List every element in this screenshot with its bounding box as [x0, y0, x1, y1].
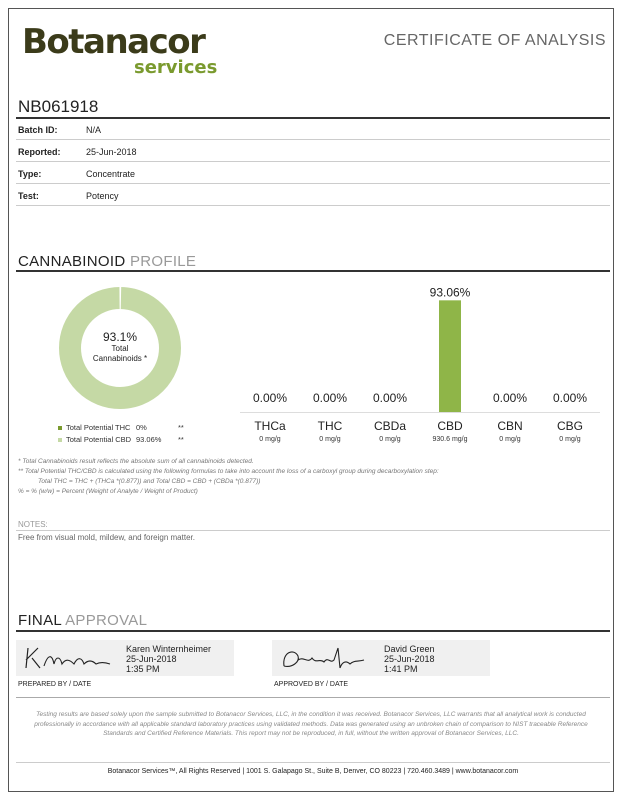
footer: Botanacor Services™, All Rights Reserved | 1001 S. Galapago St., Suite B, Denver, CO 80223 | 720.460.3489 | www.botanacor.com: [107, 768, 519, 775]
legend-value: 93.06%: [136, 435, 162, 444]
donut-percent: 93.1%: [102, 330, 138, 344]
legend-swatch-icon: [58, 438, 62, 442]
donut-label-line2: Cannabinoids *: [92, 354, 148, 363]
footnote-4: % = % (w/w) = Percent (Weight of Analyte / Weight of Product): [18, 488, 198, 495]
approval-divider: [16, 630, 610, 632]
legend-swatch-icon: [58, 426, 62, 430]
mg-label-cbn: 0 mg/g: [499, 436, 521, 443]
final-approval-heading: [18, 612, 147, 629]
category-label-cbg: CBG: [556, 419, 584, 433]
disclaimer: Testing results are based solely upon the sample submitted to Botanacor Services, LLC, in the condition it was received. Botanacor Services, LLC warrants that all analytical work is conducted professionally in accordance with all applicable standard laboratory practices using validated methods. Data was generated using an unbroken chain of comparison to NIST traceable Reference Standards and Certified Reference Materials. This report may not be reproduced, in full, without the written approval of Botanacor Services, LLC.: [34, 711, 588, 737]
category-label-cbda: CBDa: [373, 419, 407, 433]
value-label-cbn: 0.00%: [492, 391, 528, 405]
document-title: CERTIFICATE OF ANALYSIS: [383, 32, 606, 49]
cannabinoid-bar-chart: [240, 276, 600, 446]
value-label-cbda: 0.00%: [372, 391, 408, 405]
approved-time: 1:41 PM: [384, 664, 418, 674]
mg-label-thca: 0 mg/g: [259, 436, 281, 443]
legend-label: Total Potential THC: [66, 423, 131, 432]
category-label-cbn: CBN: [497, 419, 523, 433]
value-label-thc: 0.00%: [312, 391, 348, 405]
info-value: Concentrate: [86, 169, 136, 179]
category-label-thc: THC: [317, 419, 343, 433]
legend-note: **: [178, 435, 184, 444]
footnote-1: * Total Cannabinoids result reflects the absolute sum of all cannabinoids detected.: [18, 458, 254, 465]
sample-id: NB061918: [18, 97, 99, 116]
approved-signature-icon: [278, 642, 370, 674]
info-label: Type:: [18, 169, 42, 179]
approved-date: 25-Jun-2018: [384, 654, 435, 664]
approved-caption: APPROVED BY / DATE: [274, 681, 349, 688]
footnote-2: ** Total Potential THC/CBD is calculated using the following formulas to take into account the loss of a carboxyl group during decarboxylation step:: [18, 468, 439, 475]
approved-name: [384, 644, 435, 674]
heading-light-part: PROFILE: [125, 253, 197, 270]
prepared-name: [126, 644, 211, 674]
heading-dark-part: FINAL: [18, 612, 62, 629]
info-value: 25-Jun-2018: [86, 147, 137, 157]
notes-heading: NOTES:: [18, 520, 48, 529]
info-row-test: [16, 184, 610, 206]
heading-light-part: APPROVAL: [61, 612, 148, 629]
info-row-reported: [16, 140, 610, 162]
legend-note: **: [178, 423, 184, 432]
mg-label-cbg: 0 mg/g: [559, 436, 581, 443]
botanacor-logo: [22, 22, 222, 78]
legend-item-cbd: [58, 435, 184, 444]
bar-cbd: [439, 300, 461, 412]
mg-label-cbd: 930.6 mg/g: [432, 436, 468, 443]
info-row-type: [16, 162, 610, 184]
prepared-date: 25-Jun-2018: [126, 654, 177, 664]
disclaimer-divider: [16, 697, 610, 698]
value-label-thca: 0.00%: [252, 391, 288, 405]
info-label: Batch ID:: [18, 125, 58, 135]
legend-item-thc: [58, 423, 184, 432]
donut-label-line1: Total: [111, 344, 129, 353]
info-label: Test:: [18, 191, 39, 201]
category-label-thca: THCa: [254, 419, 286, 433]
value-label-cbg: 0.00%: [552, 391, 588, 405]
info-value: Potency: [86, 191, 119, 201]
category-label-cbd: CBD: [437, 419, 463, 433]
info-label: Reported:: [18, 147, 61, 157]
profile-divider: [16, 270, 610, 272]
footnote-3: Total THC = THC + (THCa *(0.877)) and Total CBD = CBD + (CBDa *(0.877)): [38, 478, 261, 485]
prepared-signature-icon: [22, 642, 114, 674]
value-label-cbd: 93.06%: [429, 285, 471, 300]
notes-divider: [16, 530, 610, 531]
donut-center-label: [58, 330, 182, 364]
footer-divider: [16, 762, 610, 763]
prepared-time: 1:35 PM: [126, 664, 160, 674]
prepared-caption: PREPARED BY / DATE: [18, 681, 92, 688]
legend-label: Total Potential CBD: [66, 435, 132, 444]
legend-value: 0%: [136, 423, 147, 432]
logo-main-text: Botanacor: [22, 22, 205, 62]
approved-by-name: David Green: [384, 644, 435, 654]
prepared-by-name: Karen Winternheimer: [126, 644, 212, 654]
info-value: N/A: [86, 125, 102, 135]
mg-label-thc: 0 mg/g: [319, 436, 341, 443]
notes-text: Free from visual mold, mildew, and foreign matter.: [18, 533, 195, 542]
heading-dark-part: CANNABINOID: [18, 253, 126, 270]
mg-label-cbda: 0 mg/g: [379, 436, 401, 443]
info-row-batch: [16, 118, 610, 140]
footnotes: [18, 457, 439, 497]
logo-sub-text: services: [134, 57, 218, 78]
cannabinoid-profile-heading: [18, 253, 196, 270]
